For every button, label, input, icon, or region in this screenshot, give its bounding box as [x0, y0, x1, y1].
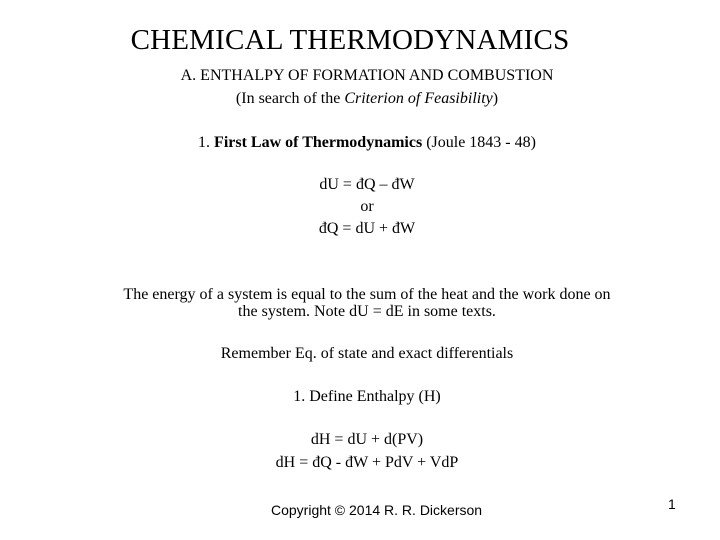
first-law-heading	[0, 134, 720, 152]
section-heading: A. ENTHALPY OF FORMATION AND COMBUSTION	[180, 67, 554, 84]
energy-statement-line-1: The energy of a system is equal to the sum of the heat and the work done on	[123, 286, 611, 303]
first-law-title: First Law of Thermodynamics	[214, 134, 423, 151]
subheading-italic: Criterion of Feasibility	[344, 90, 493, 107]
first-law-equation: dU = đQ – đW	[319, 176, 415, 193]
subheading-suffix: )	[492, 90, 499, 107]
energy-statement-line-2: the system. Note dU = dE in some texts.	[238, 303, 496, 320]
first-law-number: 1.	[198, 134, 215, 151]
remember-note: Remember Eq. of state and exact differentials	[220, 345, 514, 362]
copyright-footer: Copyright © 2014 R. R. Dickerson	[271, 502, 483, 518]
define-enthalpy-heading: 1. Define Enthalpy (H)	[293, 388, 441, 405]
first-law-equation-alt: đQ = dU + đW	[318, 220, 416, 237]
enthalpy-equation: dH = dU + d(PV)	[310, 431, 424, 448]
equation-or-text: or	[360, 198, 374, 215]
enthalpy-equation-expanded: dH = đQ - đW + PdV + VdP	[275, 454, 459, 471]
subheading-prefix: (In search of the	[235, 90, 345, 107]
slide-number: 1	[668, 496, 676, 512]
slide-title: CHEMICAL THERMODYNAMICS	[130, 24, 570, 56]
section-subheading	[0, 90, 720, 108]
first-law-dates: (Joule 1843 - 48)	[422, 134, 536, 151]
